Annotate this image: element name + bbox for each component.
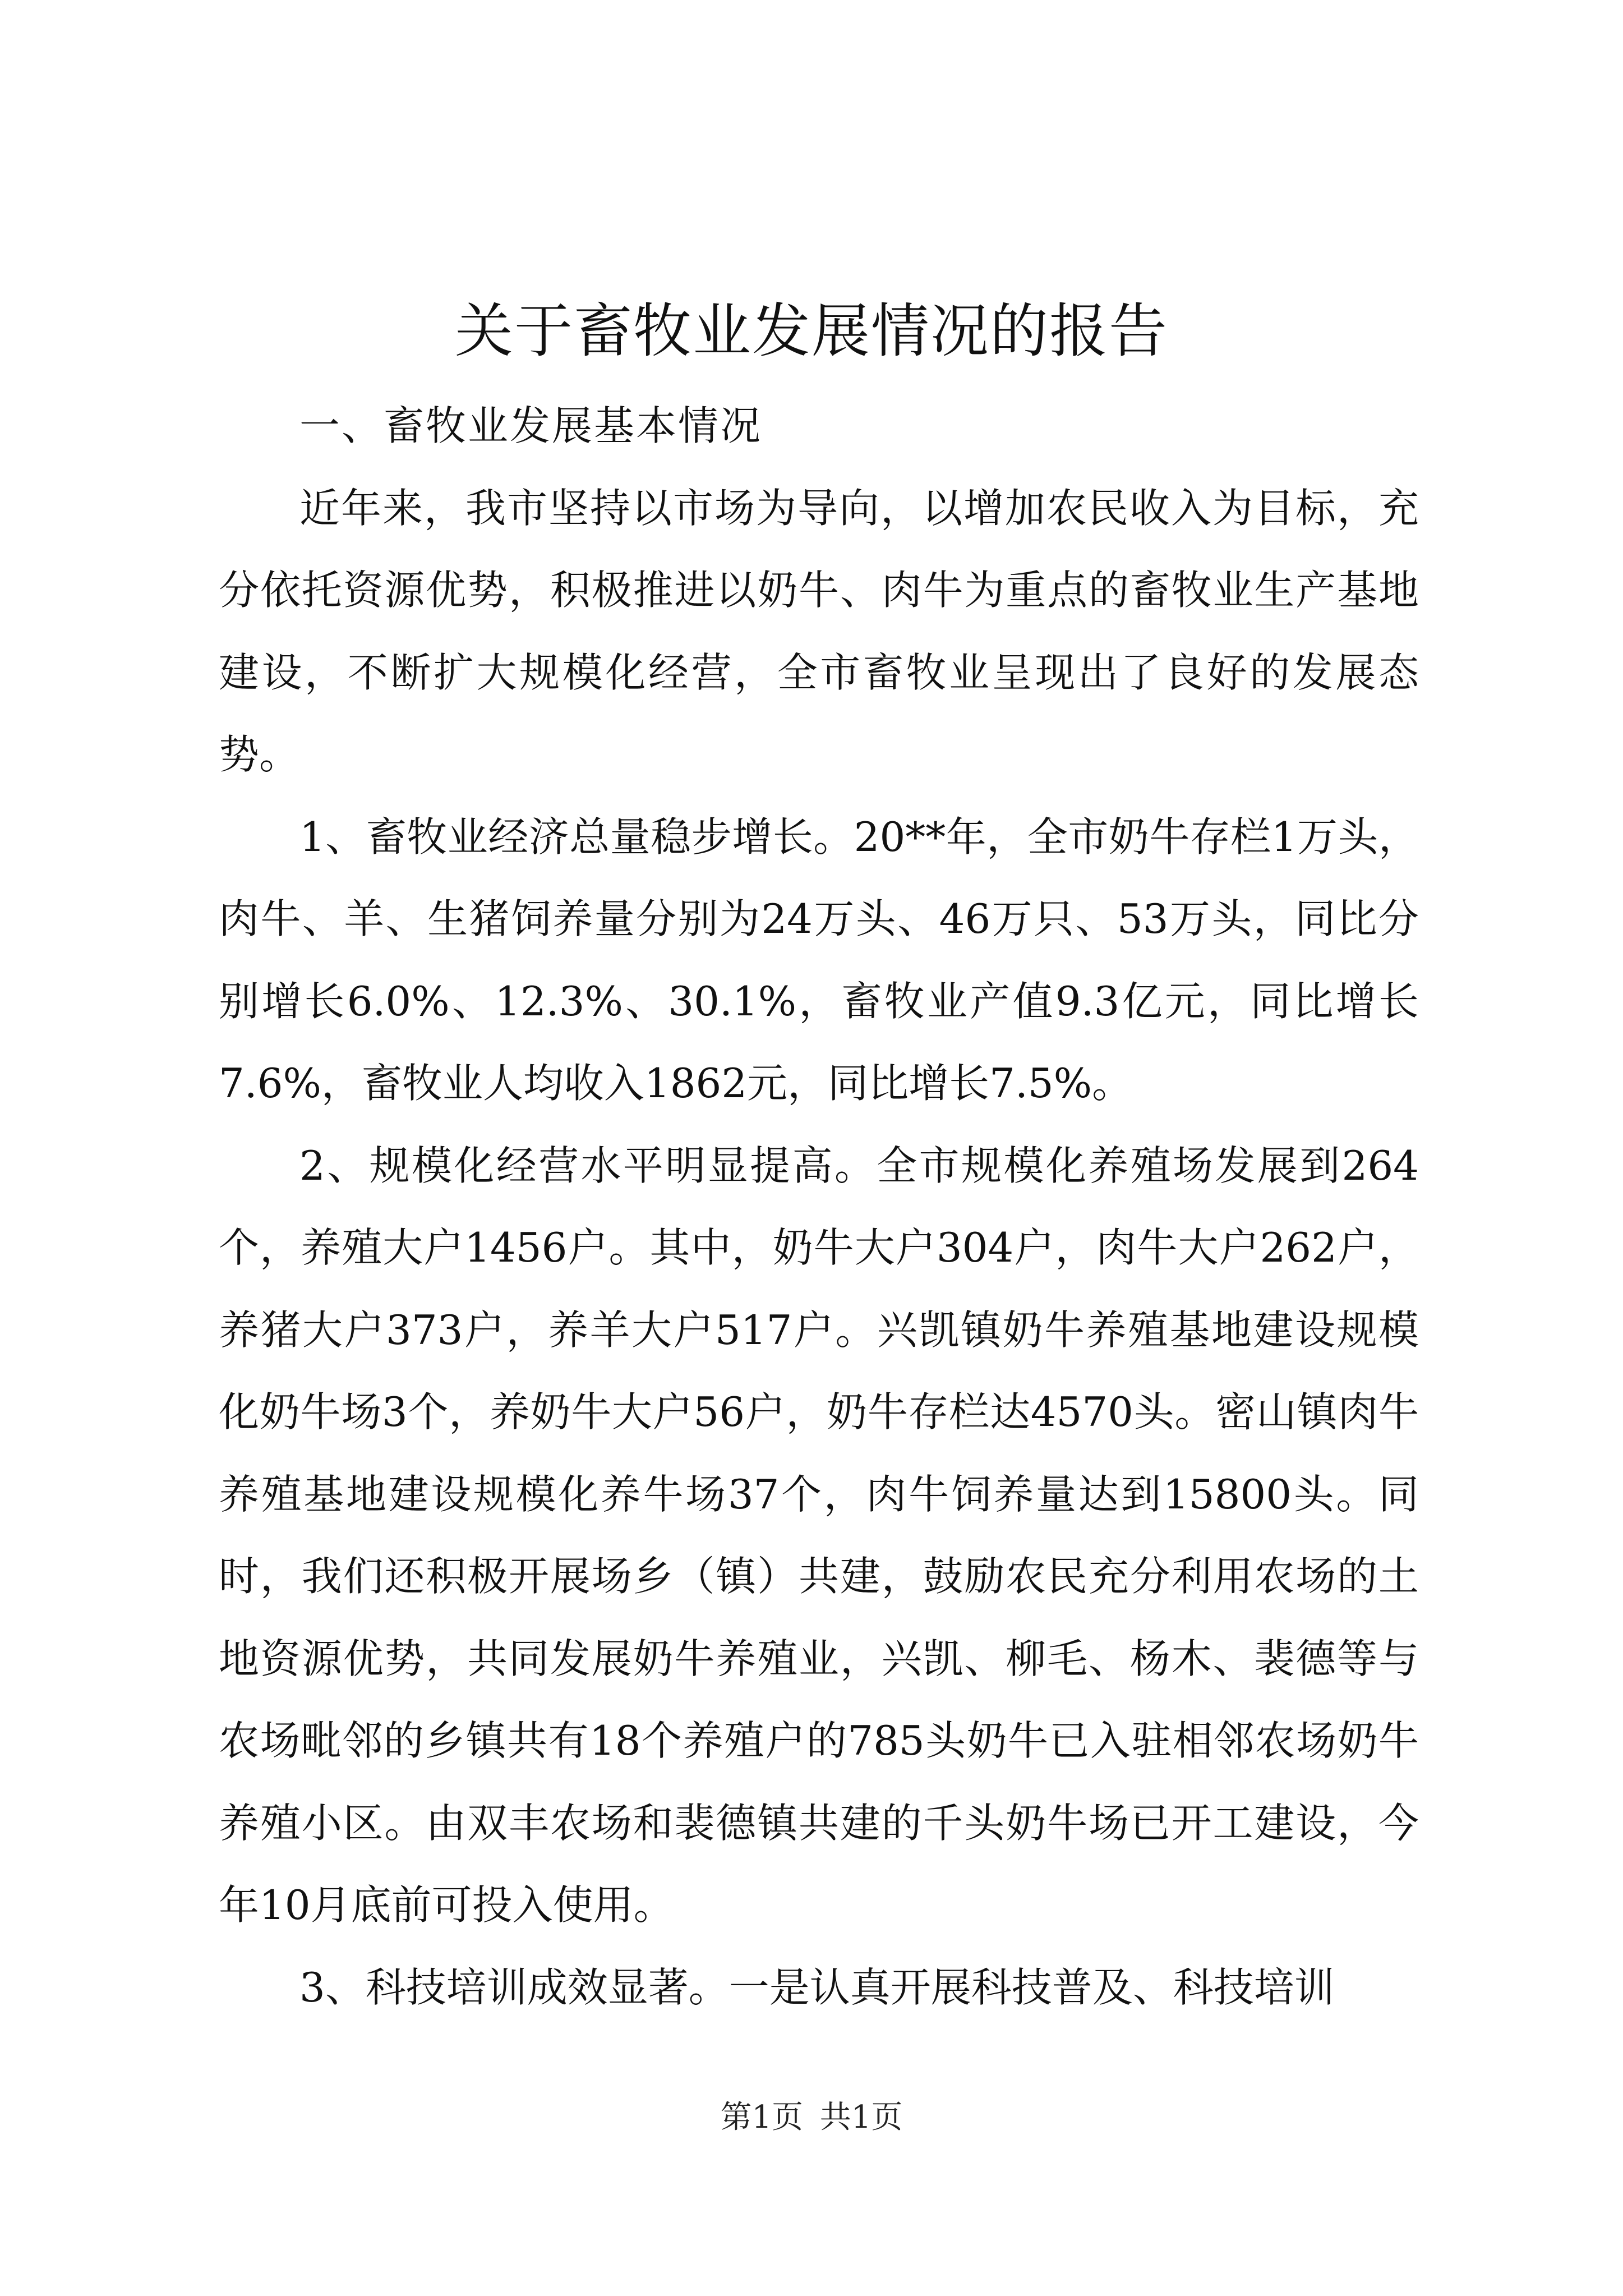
page-number: 第1页: [720, 2099, 804, 2136]
section-heading: 一、畜牧业发展基本情况: [299, 402, 763, 449]
paragraph-item-3: 3、科技培训成效显著。一是认真开展科技普及、科技培训: [299, 1963, 1335, 2011]
paragraph-intro: 近年来，我市坚持以市场为导向，以增加农民收入为目标，充分依托资源优势，积极推进以奶牛、肉牛为重点的畜牧业生产基地建设，不断扩大规模化经营，全市畜牧业呈现出了良好的发展态势。: [219, 484, 1419, 778]
paragraph-item-1: 1、畜牧业经济总量稳步增长。20**年，全市奶牛存栏1万头，肉牛、羊、生猪饲养量分别为24万头、46万只、53万头，同比分别增长6.0%、12.3%、30.1%，畜牧业产值9.3亿元，同比增长7.6%，畜牧业人均收入1862元，同比增长7.5%。: [219, 813, 1419, 1107]
document-body: [219, 385, 1419, 2028]
page-total: 共1页: [819, 2099, 903, 2136]
document-title: 关于畜牧业发展情况的报告: [454, 297, 1168, 365]
paragraph-item-2: 2、规模化经营水平明显提高。全市规模化养殖场发展到264个，养殖大户1456户。其中，奶牛大户304户，肉牛大户262户，养猪大户373户，养羊大户517户。兴凯镇奶牛养殖基地建设规模化奶牛场3个，养奶牛大户56户，奶牛存栏达4570头。密山镇肉牛养殖基地建设规模化养牛场37个，肉牛饲养量达到15800头。同时，我们还积极开展场乡（镇）共建，鼓励农民充分利用农场的土地资源优势，共同发展奶牛养殖业，兴凯、柳毛、杨木、裴德等与农场毗邻的乡镇共有18个养殖户的785头奶牛已入驻相邻农场奶牛养殖小区。由双丰农场和裴德镇共建的千头奶牛场已开工建设，今年10月底前可投入使用。: [219, 1142, 1419, 1929]
page-footer: [0, 2095, 1623, 2140]
